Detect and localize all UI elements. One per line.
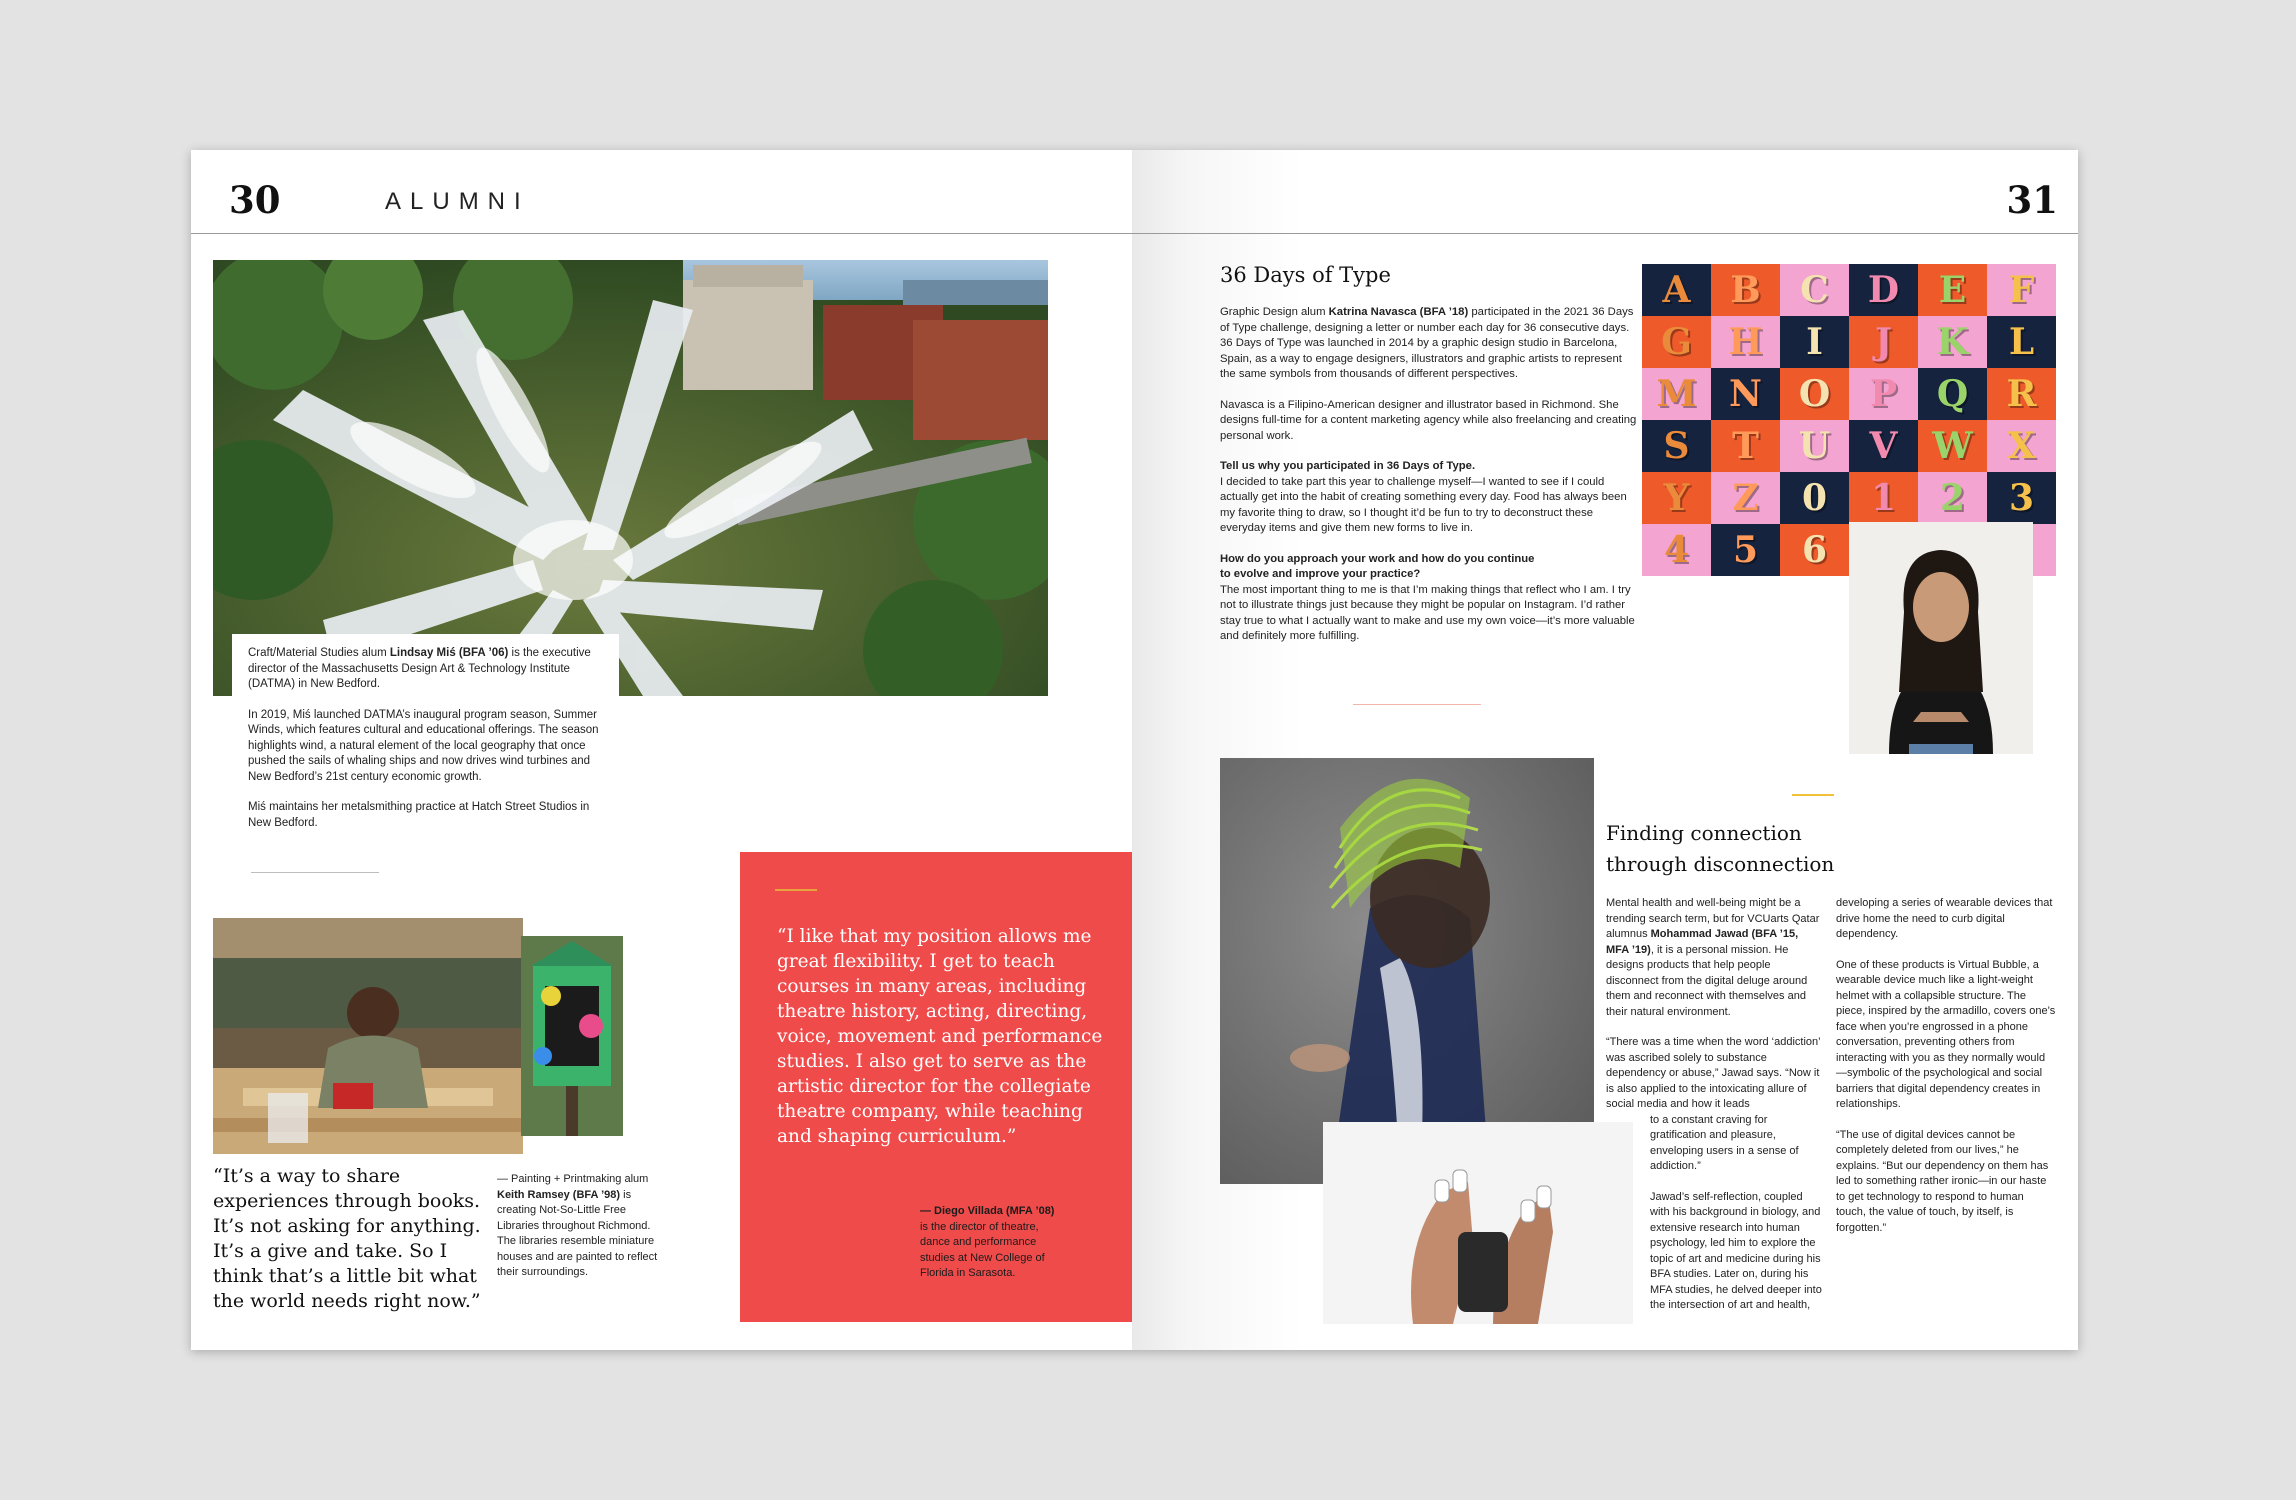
type-letter-tile: V	[1849, 420, 1918, 472]
interview-qa	[1220, 459, 1640, 537]
ramsey-quote: “It’s a way to share experiences through books. It’s not asking for anything. It’s a give and take. So I think that’s a little bit what the world needs right now.”	[213, 1165, 481, 1312]
alum-name-villada: — Diego Villada (MFA ’08)	[920, 1205, 1055, 1217]
virtual-bubble-photo	[1220, 758, 1594, 1184]
left-page	[191, 150, 1132, 1350]
type-letter-tile: 3	[1987, 472, 2056, 524]
woodshop-illustration	[213, 918, 523, 1154]
type-letter-tile: F	[1987, 264, 2056, 316]
little-library-photo	[521, 936, 623, 1136]
body-paragraph: developing a series of wearable devices that drive home the need to curb digital dependency.	[1836, 897, 2053, 940]
body-paragraph: “The use of digital devices cannot be completely deleted from our lives,” he explains. “But our dependency on them has led to something rather ironic—in our haste to get technology to respond to human touch, the value of touch, by itself, is forgotten.”	[1836, 1128, 2049, 1234]
little-library-illustration	[521, 936, 623, 1136]
hands-illustration	[1323, 1122, 1633, 1324]
jawad-column-1	[1606, 896, 1824, 1329]
accent-rule	[1792, 794, 1834, 796]
right-page	[1132, 150, 2078, 1350]
body-paragraph: Jawad’s self-reflection, coupled with his background in biology, and extensive research into human psychology, led him to explore the topic of art and medicine during his BFA studies. Later on, during his MFA studies, he delved deeper into the intersection of art and health,	[1650, 1190, 1822, 1311]
type-letter-tile: E	[1918, 264, 1987, 316]
caption-paragraph: Miś maintains her metalsmithing practice at Hatch Street Studios in New Bedford.	[248, 801, 590, 829]
ramsey-attribution: — Painting + Printmaking alum Keith Ramsey (BFA ’98) is creating Not-So-Little Free Libraries throughout Richmond. The libraries resemble miniature houses and are painted to reflect their surroundings.	[497, 1173, 658, 1278]
page-number-right: 31	[2006, 178, 2058, 222]
type-letter-tile: 5	[1711, 524, 1780, 576]
type-letter-tile: O	[1780, 368, 1849, 420]
type-letter-tile: X	[1987, 420, 2056, 472]
days-of-type-body	[1220, 305, 1640, 660]
header-rule	[191, 233, 1132, 234]
portrait-illustration	[1849, 522, 2033, 754]
type-letter-tile: 6	[1780, 524, 1849, 576]
villada-quote: “I like that my position allows me great flexibility. I get to teach courses in many areas, including theatre history, acting, directing, voice, movement and performance studies. I also get to serve as the artistic director for the collegiate theatre company, while teaching and shaping curriculum.”	[777, 926, 1103, 1147]
divider-rule	[1353, 704, 1481, 705]
alum-name-jawad: Mohammad Jawad (BFA ’15, MFA ’19)	[1606, 928, 1799, 956]
jawad-column-2	[1836, 896, 2056, 1251]
type-letter-tile: Q	[1918, 368, 1987, 420]
type-letter-tile: G	[1642, 316, 1711, 368]
navasca-portrait	[1849, 522, 2033, 754]
datma-caption	[232, 634, 619, 846]
type-letter-tile: 4	[1642, 524, 1711, 576]
header-rule	[1132, 233, 2078, 234]
interview-answer: The most important thing to me is that I’m making things that reflect who I am. I try not to illustrate things just because they might be popular on Instagram. I’d rather stay true to what I actually want to make and use my own voice—it’s more valuable and definitely more fulfilling.	[1220, 583, 1635, 642]
type-letter-tile: C	[1780, 264, 1849, 316]
type-letter-tile: 1	[1849, 472, 1918, 524]
interview-question: How do you approach your work and how do you continue to evolve and improve your practice?	[1220, 552, 1535, 580]
type-letter-tile: A	[1642, 264, 1711, 316]
type-letter-tile: D	[1849, 264, 1918, 316]
helmet-illustration	[1220, 758, 1594, 1184]
wind-sculpture-photo	[213, 260, 1048, 696]
type-letter-tile: W	[1918, 420, 1987, 472]
type-letter-tile: 2	[1918, 472, 1987, 524]
type-letter-tile: N	[1711, 368, 1780, 420]
body-paragraph: Mental health and well-being might be a trending search term, but for VCUarts Qatar alumnus Mohammad Jawad (BFA ’15, MFA ’19), it is a personal mission. He designs products that help people disconnect from the digital deluge around them and reconnect with themselves and their natural environment.	[1606, 897, 1820, 1018]
body-paragraph: to a constant craving for gratification and pleasure, enveloping users in a sense of addiction.”	[1650, 1113, 1799, 1172]
type-letter-tile: B	[1711, 264, 1780, 316]
aerial-sculpture-illustration	[213, 260, 1048, 696]
divider-rule	[251, 872, 379, 873]
body-paragraph: “There was a time when the word ‘addiction’ was ascribed solely to substance dependency or abuse,” Jawad says. “Now it is also applied to the intoxicating allure of social media and how it leads	[1606, 1036, 1821, 1110]
villada-attribution: — Diego Villada (MFA ’08) is the director of theatre, dance and performance studies at New College of Florida in Sarasota.	[920, 1205, 1055, 1279]
body-paragraph: Navasca is a Filipino-American designer and illustrator based in Richmond. She designs full-time for a content marketing agency while also freelancing and creating personal work.	[1220, 398, 1637, 442]
alum-name-mis: Lindsay Miś (BFA ’06)	[389, 647, 509, 659]
type-letter-tile: S	[1642, 420, 1711, 472]
type-letter-tile: T	[1711, 420, 1780, 472]
type-letter-tile: I	[1780, 316, 1849, 368]
accent-rule	[775, 889, 817, 891]
type-letter-tile: P	[1849, 368, 1918, 420]
page-number-left: 30	[229, 178, 281, 222]
days-of-type-title: 36 Days of Type	[1220, 263, 1391, 287]
type-letter-tile: Y	[1642, 472, 1711, 524]
body-paragraph: One of these products is Virtual Bubble, a wearable device much like a light-weight helmet with a collapsible structure. The piece, inspired by the armadillo, covers one’s face when you’re engrossed in a phone conversation, preventing others from interacting with you as they normally would—symbolic of the psychological and social barriers that digital dependency creates in relationships.	[1836, 958, 2056, 1110]
type-letter-tile: H	[1711, 316, 1780, 368]
type-letter-tile: U	[1780, 420, 1849, 472]
type-letter-tile: 0	[1780, 472, 1849, 524]
type-letter-tile: R	[1987, 368, 2056, 420]
type-letter-tile: Z	[1711, 472, 1780, 524]
type-letter-tile: M	[1642, 368, 1711, 420]
villada-quote-panel	[740, 852, 1132, 1322]
magazine-spread	[191, 150, 2078, 1350]
section-title: ALUMNI	[385, 188, 530, 215]
finding-connection-title: Finding connection through disconnection	[1606, 821, 1835, 876]
caption-paragraph: In 2019, Miś launched DATMA’s inaugural program season, Summer Winds, which features cultural and educational offerings. The season highlights wind, a natural element of the local geography that once pushed the sails of whaling ships and now drives wind turbines and New Bedford’s 21st century economic growth.	[248, 708, 599, 783]
interview-answer: I decided to take part this year to challenge myself—I wanted to see if I could actually get into the habit of creating something every day. Food has always been my favorite thing to draw, so I thought it’d be fun to try to deconstruct these everyday items and give them new forms to live in.	[1220, 475, 1627, 534]
finger-device-photo	[1323, 1122, 1633, 1324]
type-letter-tile: J	[1849, 316, 1918, 368]
interview-qa	[1220, 552, 1640, 645]
alum-name-navasca: Katrina Navasca (BFA ’18)	[1328, 306, 1469, 318]
alum-name-ramsey: Keith Ramsey (BFA ’98)	[497, 1188, 621, 1201]
interview-question: Tell us why you participated in 36 Days of Type.	[1220, 460, 1476, 472]
type-letter-tile: L	[1987, 316, 2056, 368]
type-letter-tile: K	[1918, 316, 1987, 368]
woodshop-photo	[213, 918, 523, 1154]
caption-lead: Craft/Material Studies alum Lindsay Miś (BFA ’06) is the executive director of the Massachusetts Design Art & Technology Institute (DATMA) in New Bedford.	[248, 647, 591, 690]
body-paragraph: Graphic Design alum Katrina Navasca (BFA ’18) participated in the 2021 36 Days of Type challenge, designing a letter or number each day for 36 consecutive days. 36 Days of Type was launched in 2014 by a graphic design studio in Barcelona, Spain, as a way to engage designers, illustrators and graphic artists to represent the same symbols from thousands of different perspectives.	[1220, 306, 1634, 380]
